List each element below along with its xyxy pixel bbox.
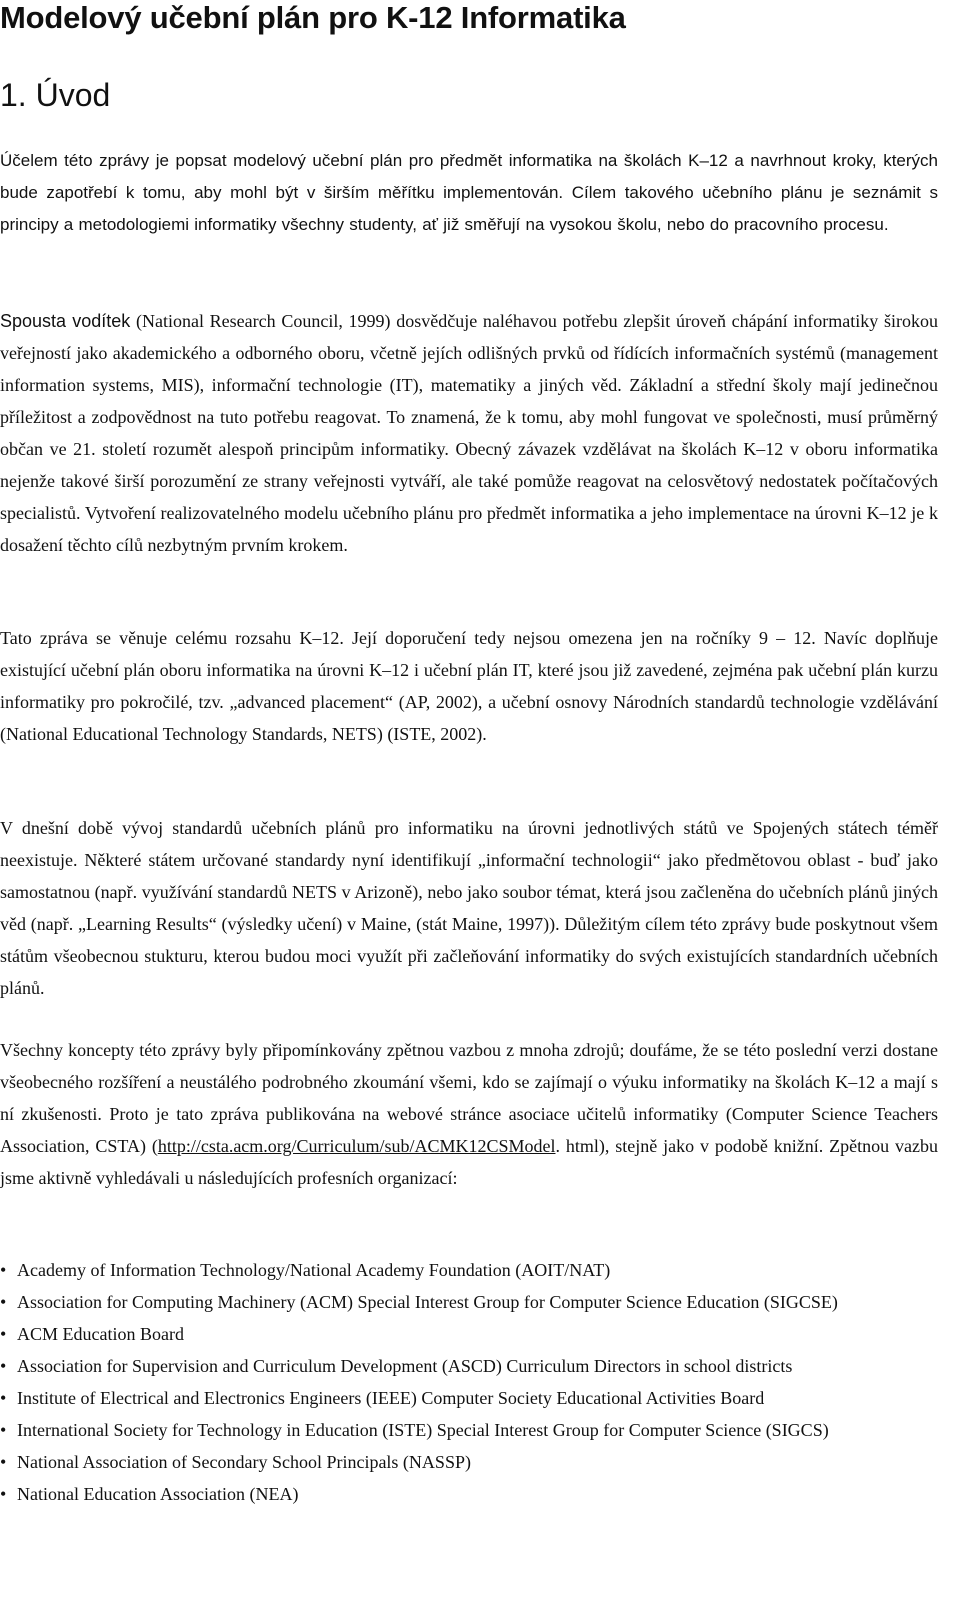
bullet-icon: •: [0, 1324, 7, 1344]
list-item: [0, 1318, 938, 1350]
bullet-icon: •: [0, 1484, 7, 1504]
list-item-text: National Association of Secondary School Principals (NASSP): [17, 1452, 471, 1472]
list-item: [0, 1254, 938, 1286]
list-item: [0, 1414, 938, 1446]
list-item: [0, 1478, 938, 1510]
csta-link[interactable]: http://csta.acm.org/Curriculum/sub/ACMK12CSModel: [157, 1136, 556, 1156]
list-item: [0, 1286, 938, 1318]
list-item: [0, 1382, 938, 1414]
list-item: [0, 1350, 938, 1382]
list-item-text: ACM Education Board: [17, 1324, 184, 1344]
organization-list: [0, 1254, 938, 1510]
paragraph-feedback: [0, 1034, 938, 1194]
paragraph-guidance-lead: Spousta vodítek: [0, 311, 131, 331]
list-item-text: Institute of Electrical and Electronics Engineers (IEEE) Computer Society Educational Activities Board: [17, 1388, 765, 1408]
bullet-icon: •: [0, 1260, 7, 1280]
bullet-icon: •: [0, 1292, 7, 1312]
paragraph-feedback-after: . html), stejně jako v podobě knižní. Zpětnou vazbu jsme aktivně vyhledávali u následujících profesních organizací:: [0, 1136, 938, 1188]
section-heading-intro: 1. Úvod: [0, 77, 111, 113]
list-item: [0, 1446, 938, 1478]
paragraph-state-standards: V dnešní době vývoj standardů učebních plánů pro informatiku na úrovni jednotlivých států ve Spojených státech téměř neexistuje. Některé státem určované standardy nyní identifikují „informační technologii“ jako předmětovou oblast - buď jako samostatnou (např. využívání standardů NETS v Arizoně), nebo jako soubor témat, která jsou začleněna do učebních plánů jiných věd (např. „Learning Results“ (výsledky učení) v Maine, (stát Maine, 1997)). Důležitým cílem této zprávy bude poskytnout všem státům všeobecnou stukturu, kterou budou moci využít při začleňování informatiky do svých existujících standardních učebních plánů.: [0, 818, 938, 998]
bullet-icon: •: [0, 1420, 7, 1440]
bullet-icon: •: [0, 1452, 7, 1472]
bullet-icon: •: [0, 1356, 7, 1376]
paragraph-feedback-before: Všechny koncepty této zprávy byly připomínkovány zpětnou vazbou z mnoha zdrojů; doufáme, že se této poslední verzi dostane všeobecného rozšíření a neustálého podrobného zkoumání všemi, kdo se zajímají o výuku informatiky na školách K–12 a mají s ní zkušenosti. Proto je tato zpráva publikována na webové stránce asociace učitelů informatiky (Computer Science Teachers Association, CSTA) (: [0, 1040, 938, 1156]
list-item-text: International Society for Technology in Education (ISTE) Special Interest Group for Computer Science (SIGCS): [17, 1420, 829, 1440]
document-title: Modelový učební plán pro K-12 Informatika: [0, 0, 626, 35]
paragraph-guidance-body: (National Research Council, 1999) dosvědčuje naléhavou potřebu zlepšit úroveň chápání informatiky širokou veřejností jako akademického a odborného oboru, včetně jejích odlišných prvků od řídících informačních systémů (management information systems, MIS), informační technologie (IT), matematiky a jiných věd. Základní a střední školy mají jedinečnou příležitost a zodpovědnost na tuto potřebu reagovat. To znamená, že k tomu, aby mohl fungovat ve společnosti, musí průměrný občan ve 21. století rozumět alespoň principům informatiky. Obecný závazek vzdělávat na školách K–12 v oboru informatika nejenže takové širší porozumění ze strany veřejnosti vytváří, ale také pomůže reagovat na celosvětový nedostatek počítačových specialistů. Vytvoření realizovatelného modelu učebního plánu pro předmět informatika a jeho implementace na úrovni K–12 je k dosažení těchto cílů nezbytným prvním krokem.: [0, 311, 938, 555]
list-item-text: National Education Association (NEA): [17, 1484, 299, 1504]
list-item-text: Academy of Information Technology/National Academy Foundation (AOIT/NAT): [17, 1260, 611, 1280]
bullet-icon: •: [0, 1388, 7, 1408]
paragraph-purpose: Účelem této zprávy je popsat modelový učební plán pro předmět informatika na školách K–12 a navrhnout kroky, kterých bude zapotřebí k tomu, aby mohl být v širším měřítku implementován. Cílem takového učebního plánu je seznámit s principy a metodologiemi informatiky všechny studenty, ať již směřují na vysokou školu, nebo do pracovního procesu.: [0, 151, 938, 234]
list-item-text: Association for Supervision and Curriculum Development (ASCD) Curriculum Directors in school districts: [17, 1356, 793, 1376]
list-item-text: Association for Computing Machinery (ACM) Special Interest Group for Computer Science Education (SIGCSE): [17, 1292, 838, 1312]
paragraph-guidance: [0, 305, 938, 561]
paragraph-scope: Tato zpráva se věnuje celému rozsahu K–12. Její doporučení tedy nejsou omezena jen na ročníky 9 – 12. Navíc doplňuje existující učební plán oboru informatika na úrovni K–12 i učební plán IT, které jsou již zavedené, zejména pak učební plán kurzu informatiky pro pokročilé, tzv. „advanced placement“ (AP, 2002), a učební osnovy Národních standardů technologie vzdělávání (National Educational Technology Standards, NETS) (ISTE, 2002).: [0, 628, 938, 744]
